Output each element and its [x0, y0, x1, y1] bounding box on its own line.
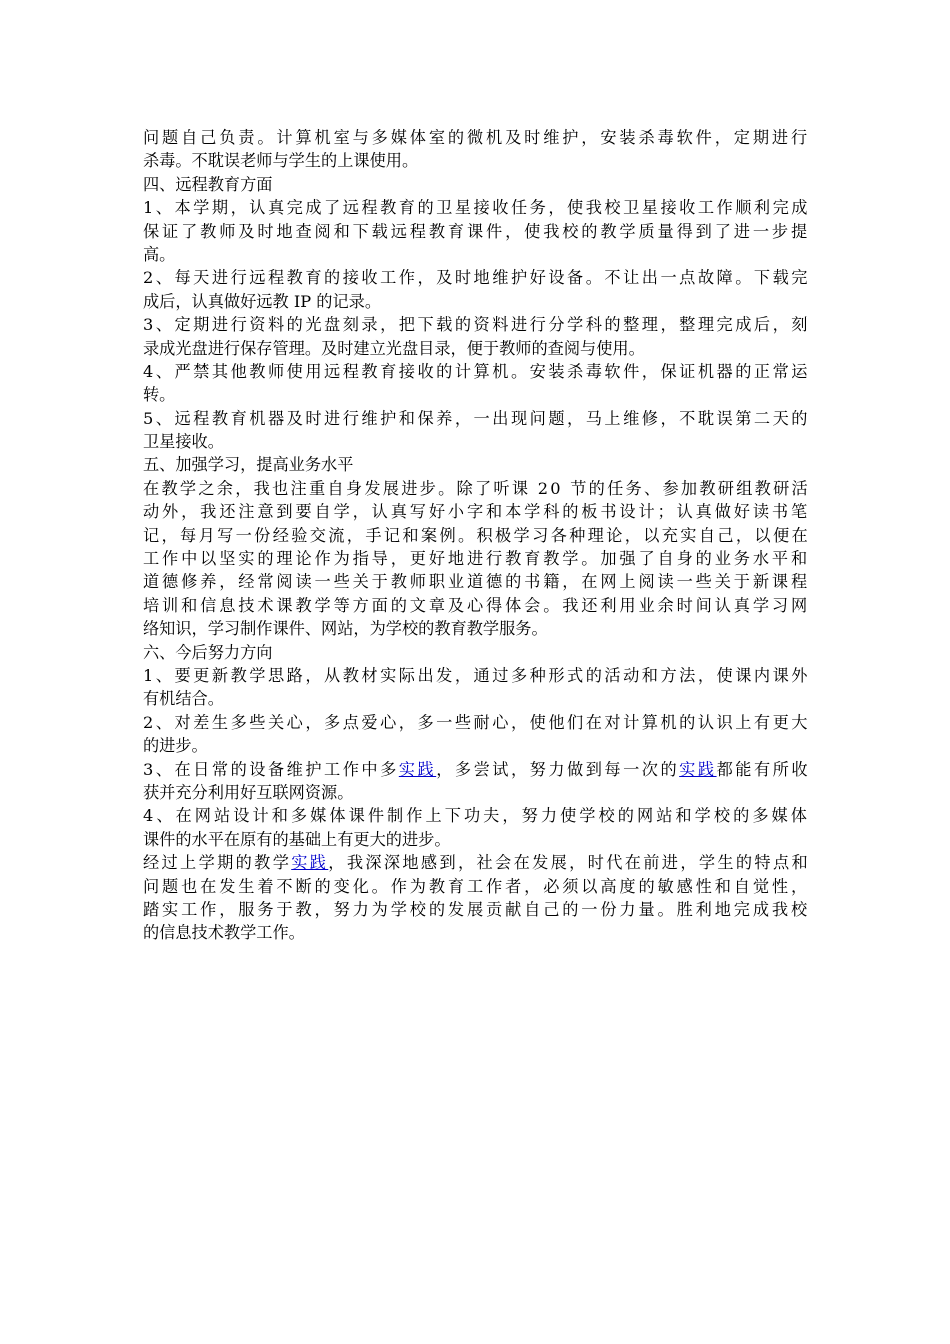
document-body — [143, 126, 810, 945]
paragraph — [143, 711, 810, 758]
text-segment: 五、加强学习，提高业务水平 — [143, 455, 354, 475]
paragraph — [143, 313, 810, 360]
text-line — [143, 875, 810, 898]
text-line — [143, 477, 810, 500]
text-segment: 经过上学期的教学 — [143, 853, 292, 873]
practice-link[interactable]: 实践 — [291, 853, 329, 873]
paragraph — [143, 664, 810, 711]
text-line — [143, 430, 810, 453]
text-segment: 有机结合。 — [143, 689, 224, 709]
paragraph — [143, 266, 810, 313]
text-segment: 道德修养，经常阅读一些关于教师职业道德的书籍，在网上阅读一些关于新课程 — [143, 572, 810, 592]
text-segment: 四、远程教育方面 — [143, 174, 273, 194]
text-segment: 2、对差生多些关心，多点爱心，多一些耐心，使他们在对计算机的认识上有更大 — [143, 712, 810, 732]
text-segment: 成后，认真做好远教 IP 的记录。 — [143, 291, 382, 311]
paragraph — [143, 407, 810, 454]
text-line — [143, 337, 810, 360]
practice-link[interactable]: 实践 — [679, 759, 717, 779]
text-line — [143, 641, 810, 664]
paragraph — [143, 477, 810, 641]
text-segment: ，我深深地感到，社会在发展，时代在前进，学生的特点和 — [328, 853, 810, 873]
text-line — [143, 383, 810, 406]
text-line — [143, 851, 810, 874]
text-segment: 转。 — [143, 385, 176, 405]
text-segment: 课件的水平在原有的基础上有更大的进步。 — [143, 829, 451, 849]
section-heading — [143, 641, 810, 664]
text-segment: 1、要更新教学思路，从教材实际出发，通过多种形式的活动和方法，使课内课外 — [143, 665, 810, 685]
text-segment: 在教学之余，我也注重自身发展进步。除了听课 20 节的任务、参加教研组教研活 — [143, 478, 810, 498]
text-line — [143, 407, 810, 430]
paragraph — [143, 360, 810, 407]
text-line — [143, 781, 810, 804]
section-heading — [143, 453, 810, 476]
text-line — [143, 547, 810, 570]
text-segment: 记，每月写一份经验交流，手记和案例。积极学习各种理论，以充实自己，以便在 — [143, 525, 810, 545]
text-line — [143, 804, 810, 827]
text-line — [143, 313, 810, 336]
text-segment: 3、在日常的设备维护工作中多 — [143, 759, 399, 779]
text-segment: 络知识，学习制作课件、网站，为学校的教育教学服务。 — [143, 619, 548, 639]
text-segment: 获并充分利用好互联网资源。 — [143, 782, 354, 802]
text-segment: 工作中以坚实的理论作为指导，更好地进行教育教学。加强了自身的业务水平和 — [143, 549, 810, 569]
paragraph — [143, 804, 810, 851]
text-segment: 高。 — [143, 244, 176, 264]
text-segment: 保证了教师及时地查阅和下载远程教育课件，使我校的教学质量得到了进一步提 — [143, 221, 810, 241]
text-line — [143, 220, 810, 243]
text-line — [143, 243, 810, 266]
text-line — [143, 453, 810, 476]
paragraph — [143, 758, 810, 805]
section-heading — [143, 173, 810, 196]
text-line — [143, 266, 810, 289]
text-segment: 杀毒。不耽误老师与学生的上课使用。 — [143, 151, 419, 171]
text-line — [143, 921, 810, 944]
text-segment: 六、今后努力方向 — [143, 642, 273, 662]
text-segment: 录成光盘进行保存管理。及时建立光盘目录，便于教师的查阅与使用。 — [143, 338, 645, 358]
text-line — [143, 524, 810, 547]
text-line — [143, 290, 810, 313]
paragraph — [143, 126, 810, 173]
paragraph — [143, 851, 810, 945]
text-segment: 4、严禁其他教师使用远程教育接收的计算机。安装杀毒软件，保证机器的正常运 — [143, 361, 810, 381]
text-segment: 问题自己负责。计算机室与多媒体室的微机及时维护，安装杀毒软件，定期进行 — [143, 128, 810, 147]
text-line — [143, 734, 810, 757]
text-line — [143, 570, 810, 593]
text-segment: 5、远程教育机器及时进行维护和保养，一出现问题，马上维修，不耽误第二天的 — [143, 408, 810, 428]
text-segment: 4、在网站设计和多媒体课件制作上下功夫，努力使学校的网站和学校的多媒体 — [143, 806, 810, 826]
text-line — [143, 196, 810, 219]
text-segment: 卫星接收。 — [143, 432, 224, 452]
paragraph — [143, 196, 810, 266]
text-line — [143, 828, 810, 851]
text-line — [143, 173, 810, 196]
practice-link[interactable]: 实践 — [398, 759, 437, 779]
text-line — [143, 711, 810, 734]
text-line — [143, 594, 810, 617]
text-line — [143, 617, 810, 640]
text-line — [143, 126, 810, 149]
text-line — [143, 149, 810, 172]
text-segment: 都能有所收 — [716, 759, 810, 779]
text-line — [143, 500, 810, 523]
text-line — [143, 360, 810, 383]
text-line — [143, 664, 810, 687]
text-segment: 的进步。 — [143, 736, 208, 756]
text-segment: 问题也在发生着不断的变化。作为教育工作者，必须以高度的敏感性和自觉性， — [143, 876, 810, 896]
text-segment: 培训和信息技术课教学等方面的文章及心得体会。我还利用业余时间认真学习网 — [143, 595, 810, 615]
text-segment: 1、本学期，认真完成了远程教育的卫星接收任务，使我校卫星接收工作顺利完成 — [143, 198, 810, 218]
text-segment: 2、每天进行远程教育的接收工作，及时地维护好设备。不让出一点故障。下载完 — [143, 268, 810, 288]
text-segment: ，多尝试，努力做到每一次的 — [436, 759, 680, 779]
text-segment: 的信息技术教学工作。 — [143, 923, 305, 943]
text-line — [143, 758, 810, 781]
text-line — [143, 898, 810, 921]
text-segment: 踏实工作，服务于教，努力为学校的发展贡献自己的一份力量。胜利地完成我校 — [143, 899, 810, 919]
text-segment: 动外，我还注意到要自学，认真写好小字和本学科的板书设计；认真做好读书笔 — [143, 502, 810, 522]
text-line — [143, 687, 810, 710]
text-segment: 3、定期进行资料的光盘刻录，把下载的资料进行分学科的整理，整理完成后，刻 — [143, 315, 810, 335]
